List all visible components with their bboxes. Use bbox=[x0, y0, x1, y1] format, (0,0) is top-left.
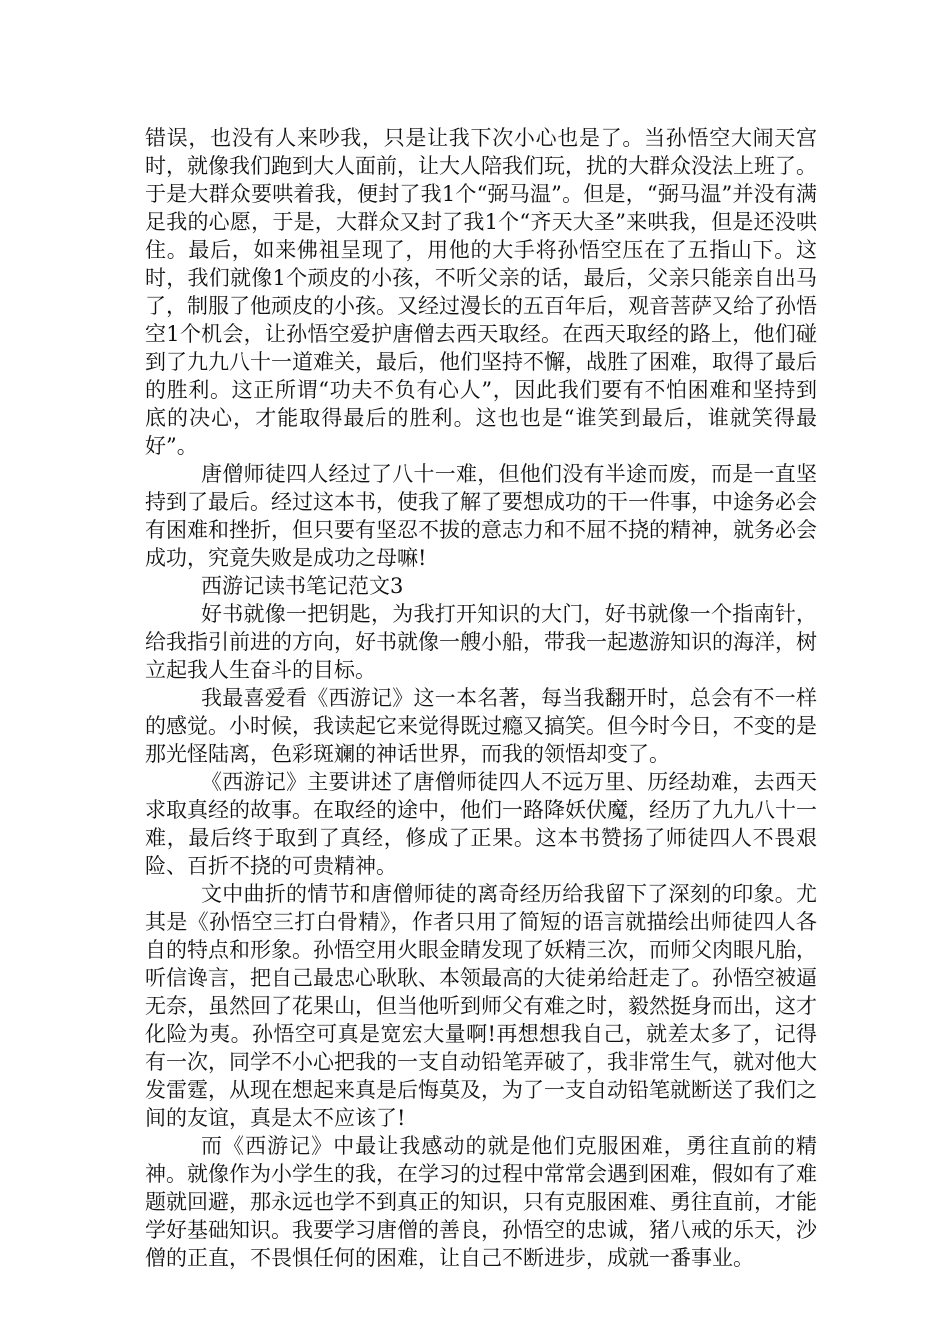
section-title: 西游记读书笔记范文3 bbox=[201, 574, 404, 598]
paragraph-continuation: 错误，也没有人来吵我，只是让我下次小心也是了。当孙悟空大闹天宫时，就像我们跑到大人面前，让大人陪我们玩，扰的大群众没法上班了。于是大群众要哄着我，便封了我1个“弼马温”。但是，“弼马温”并没有满足我的心愿，于是，大群众又封了我1个“齐天大圣”来哄我，但是还没哄住。最后，如来佛祖呈现了，用他的大手将孙悟空压在了五指山下。这时，我们就像1个顽皮的小孩，不听父亲的话，最后，父亲只能亲自出马了，制服了他顽皮的小孩。又经过漫长的五百年后，观音菩萨又给了孙悟空1个机会，让孙悟空爱护唐僧去西天取经。在西天取经的路上，他们碰到了九九八十一道难关，最后，他们坚持不懈，战胜了困难，取得了最后的胜利。这正所谓“功夫不负有心人”，因此我们要有不怕困难和坚持到底的决心，才能取得最后的胜利。这也也是“谁笑到最后，谁就笑得最好”。 bbox=[145, 126, 817, 458]
paragraph-impression: 文中曲折的情节和唐僧师徒的离奇经历给我留下了深刻的印象。尤其是《孙悟空三打白骨精》，作者只用了简短的语言就描绘出师徒四人各自的特点和形象。孙悟空用火眼金睛发现了妖精三次，而师父肉眼凡胎，听信谗言，把自己最忠心耿耿、本领最高的大徒弟给赶走了。孙悟空被逼无奈，虽然回了花果山，但当他听到师父有难之时，毅然挺身而出，这才化险为夷。孙悟空可真是宽宏大量啊!再想想我自己，就差太多了，记得有一次，同学不小心把我的一支自动铅笔弄破了，我非常生气，就对他大发雷霆，从现在想起来真是后悔莫及，为了一支自动铅笔就断送了我们之间的友谊，真是太不应该了! bbox=[145, 882, 817, 1130]
paragraph-spirit: 而《西游记》中最让我感动的就是他们克服困难，勇往直前的精神。就像作为小学生的我，在学习的过程中常常会遇到困难，假如有了难题就回避，那永远也学不到真正的知识，只有克服困难、勇往直前，才能学好基础知识。我要学习唐僧的善良，孙悟空的忠诚，猪八戒的乐天，沙僧的正直，不畏惧任何的困难，让自己不断进步，成就一番事业。 bbox=[145, 1134, 817, 1270]
paragraph-story-summary: 《西游记》主要讲述了唐僧师徒四人不远万里、历经劫难，去西天求取真经的故事。在取经的途中，他们一路降妖伏魔，经历了九九八十一难，最后终于取到了真经，修成了正果。这本书赞扬了师徒四人不畏艰险、百折不挠的可贵精神。 bbox=[145, 770, 817, 878]
paragraph-good-books: 好书就像一把钥匙，为我打开知识的大门，好书就像一个指南针，给我指引前进的方向，好书就像一艘小船，带我一起遨游知识的海洋，树立起我人生奋斗的目标。 bbox=[145, 602, 817, 682]
paragraph-perseverance: 唐僧师徒四人经过了八十一难，但他们没有半途而废，而是一直坚持到了最后。经过这本书，使我了解了要想成功的干一件事，中途务必会有困难和挫折，但只要有坚忍不拔的意志力和不屈不挠的精神，就务必会成功，究竟失败是成功之母嘛! bbox=[145, 462, 817, 570]
paragraph-favorite-book: 我最喜爱看《西游记》这一本名著，每当我翻开时，总会有不一样的感觉。小时候，我读起它来觉得既过瘾又搞笑。但今时今日，不变的是那光怪陆离，色彩斑斓的神话世界，而我的领悟却变了。 bbox=[145, 686, 817, 766]
document-body bbox=[145, 124, 817, 1272]
